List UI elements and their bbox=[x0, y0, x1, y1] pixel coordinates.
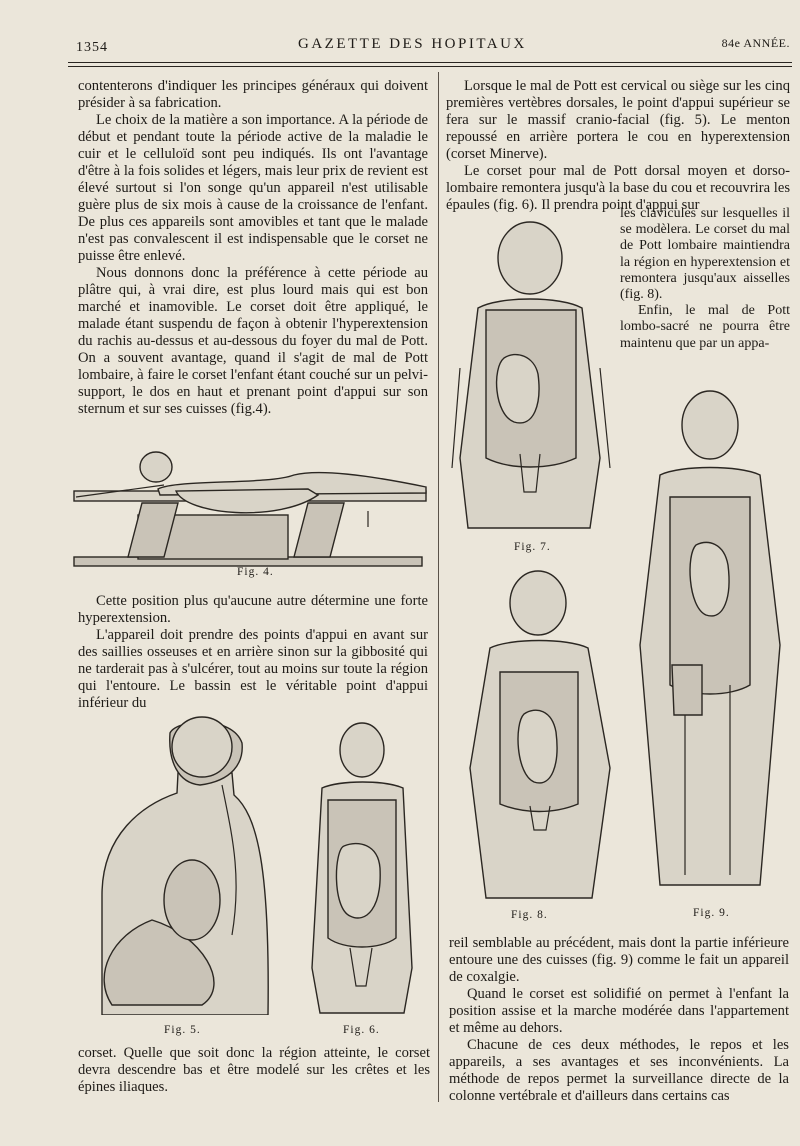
figure-4-illustration bbox=[68, 445, 430, 570]
paragraph: Cette position plus qu'aucune autre détermine une forte hyperextension. bbox=[78, 593, 428, 626]
paragraph: Le corset pour mal de Pott dorsal moyen et dorso-lombaire remontera jusqu'à la base du cou et recouvrira les épaules (fig. 6). Il prendra point d'appui sur bbox=[446, 163, 790, 213]
figure-5-caption: Fig. 5. bbox=[164, 1024, 201, 1036]
paragraph: contenterons d'indiquer les principes généraux qui doivent présider à sa fabrication. bbox=[78, 78, 428, 111]
header-rule bbox=[68, 62, 792, 63]
right-column-text-side bbox=[620, 206, 790, 352]
paragraph: Lorsque le mal de Pott est cervical ou siège sur les cinq premières vertèbres dorsales, le point d'appui supérieur se fera sur le massif cranio-facial (fig. 5). Le menton repoussé en arrière portera le cou en hyperextension (corset Minerve). bbox=[446, 78, 790, 162]
paragraph: les clavicules sur lesquelles il se modèlera. Le corset du mal de Pott lombaire maintiendra la région en hyperextension et remontera jusqu'aux aisselles (fig. 8). bbox=[620, 206, 790, 303]
paragraph: Nous donnons donc la préférence à cette période au plâtre qui, à vrai dire, est plus lourd mais qui est bon marché et inamovible. Le corset doit être appliqué, le malade étant suspendu de façon à obtenir l'hyperextension du rachis au-dessus et au-dessous du foyer du mal de Pott. On a souvent avantage, quand il s'agit de mal de Pott lombaire, à faire le corset l'enfant étant couché sur un pelvi-support, le dos en haut et prenant point d'appui sur son sternum et sur ses cuisses (fig.4). bbox=[78, 265, 428, 417]
figure-9-caption: Fig. 9. bbox=[693, 907, 730, 919]
figure-6-illustration bbox=[300, 718, 425, 1018]
right-column-text-top bbox=[446, 78, 790, 214]
paragraph: Chacune de ces deux méthodes, le repos et les appareils, a ses avantages et ses inconvénients. La méthode de repos permet la surveillance directe de la colonne vertébrale et d'ailleurs dans certains cas bbox=[449, 1037, 789, 1104]
header-rule-thin bbox=[68, 66, 792, 67]
figure-5-illustration bbox=[82, 715, 282, 1015]
left-column-text-top bbox=[78, 78, 428, 418]
left-column-text-bottom bbox=[78, 1045, 430, 1096]
figure-6-caption: Fig. 6. bbox=[343, 1024, 380, 1036]
paragraph: reil semblable au précédent, mais dont la partie inférieure entoure une des cuisses (fig. 9) comme le fait un appareil de coxalgie. bbox=[449, 935, 789, 985]
paragraph: Enfin, le mal de Pott lombo-sacré ne pourra être maintenu que par un appa- bbox=[620, 303, 790, 351]
column-separator bbox=[438, 72, 439, 1102]
right-column-text-bottom bbox=[449, 935, 789, 1105]
volume-year: 84e ANNÉE. bbox=[721, 36, 790, 50]
paragraph: Le choix de la matière a son importance. A la période de début et pendant toute la période active de la maladie le cuir et le celluloïd sont peu indiqués. Ils ont l'avantage d'être à la fois solides et légers, mais leur prix de revient est élevé surtout si l'on songe qu'un appareil n'est utilisable guère plus de six mois à cause de la croissance de l'enfant. De plus ces appareils sont amovibles et tant que le malade n'est pas convalescent il est indispensable que le corset ne puisse être enlevé. bbox=[78, 112, 428, 264]
page-header bbox=[68, 30, 790, 58]
left-column-text-middle bbox=[78, 593, 428, 712]
figure-8-illustration bbox=[460, 568, 620, 903]
page-number: 1354 bbox=[76, 40, 108, 55]
paragraph: Quand le corset est solidifié on permet à l'enfant la position assise et la marche modérée dans l'appartement et même au dehors. bbox=[449, 986, 789, 1036]
figure-7-caption: Fig. 7. bbox=[514, 541, 551, 553]
figure-9-illustration bbox=[630, 385, 790, 905]
figure-4-caption: Fig. 4. bbox=[237, 566, 274, 578]
journal-title: GAZETTE DES HOPITAUX bbox=[298, 36, 527, 52]
figure-7-illustration bbox=[450, 218, 612, 536]
figure-8-caption: Fig. 8. bbox=[511, 909, 548, 921]
paragraph: corset. Quelle que soit donc la région atteinte, le corset devra descendre bas et être modelé sur les crêtes et les épines iliaques. bbox=[78, 1045, 430, 1095]
paragraph: L'appareil doit prendre des points d'appui en avant sur des saillies osseuses et en arrière sinon sur la gibbosité qui ne tarderait pas à s'ulcérer, tout au moins sur toute la région qui l'entoure. Le bassin est le véritable point d'appui inférieur du bbox=[78, 627, 428, 711]
